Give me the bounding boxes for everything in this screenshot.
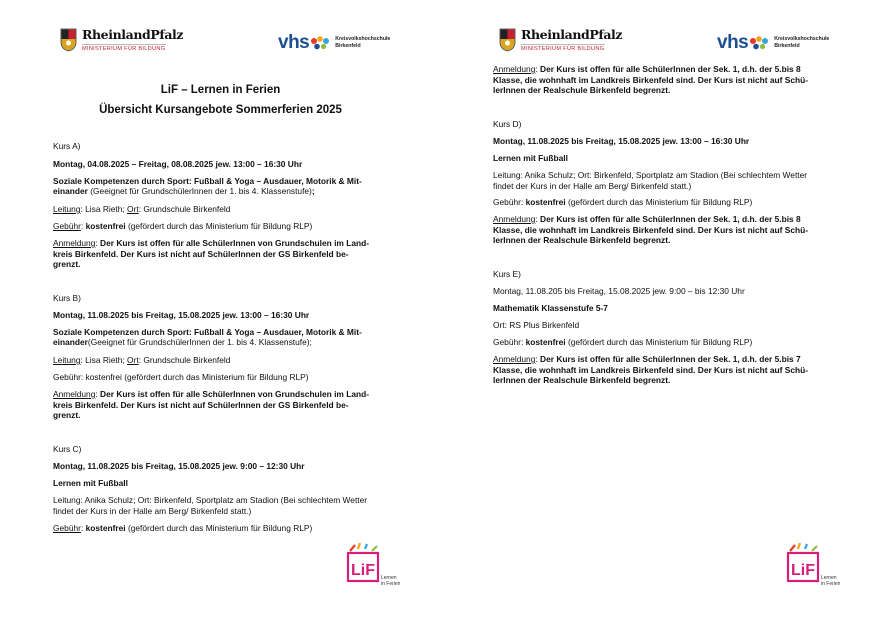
course-b-reg-line3: grenzt. <box>53 410 81 420</box>
course-c-leitung <box>53 495 367 516</box>
course-d-heading: Kurs D) <box>493 119 522 129</box>
vhs-wordmark: vhs <box>717 32 749 53</box>
course-c-leitung-line2: findet der Kurs in der Halle am Berg/ Birkenfeld statt.) <box>53 505 252 516</box>
course-c-registration <box>493 64 808 96</box>
colon: : <box>80 523 84 533</box>
rp-divider <box>82 44 166 45</box>
vhs-dots-icon <box>310 35 332 51</box>
anmeldung-label: Anmeldung <box>493 354 536 364</box>
course-a-leader: Lisa Rieth; <box>82 204 128 214</box>
course-b-title-note: (Geeignet für GrundschülerInnen der 1. bis 4. Klassenstufe); <box>87 337 312 347</box>
course-b-heading: Kurs B) <box>53 293 81 303</box>
fee-value: kostenfrei <box>85 523 126 533</box>
colon: : <box>80 221 84 231</box>
lif-wordmark: LiF <box>791 562 815 579</box>
colon: : <box>138 355 142 365</box>
course-d-reg-line2: Klasse, die wohnhaft im Landkreis Birkenfeld sind. Der Kurs ist nicht auf Schü- <box>493 224 809 235</box>
lif-caption-line1: Lernen <box>821 575 837 581</box>
course-b-title-line1: Soziale Kompetenzen durch Sport: Fußball & Yoga – Ausdauer, Motorik & Mit- <box>53 327 362 337</box>
course-d-registration <box>493 214 808 246</box>
course-b-location: Grundschule Birkenfeld <box>141 355 231 365</box>
lif-wordmark: LiF <box>351 562 375 579</box>
course-d-reg-line3: lerInnen der Realschule Birkenfeld begrenzt. <box>493 235 671 245</box>
fee-note: (gefördert durch das Ministerium für Bildung RLP) <box>565 197 753 207</box>
fee-value: kostenfrei <box>85 221 126 231</box>
lif-caption-line1: Lernen <box>381 575 397 581</box>
course-e-reg-line2: Klasse, die wohnhaft im Landkreis Birkenfeld sind. Der Kurs ist nicht auf Schü- <box>493 364 809 375</box>
rp-divider <box>521 44 605 45</box>
ort-label: Ort <box>127 204 139 214</box>
rp-wordmark: RheinlandPfalz <box>82 27 184 42</box>
rp-ministry: MINISTERIUM FÜR BILDUNG <box>521 46 605 52</box>
course-c-heading: Kurs C) <box>53 444 82 454</box>
course-b-date: Montag, 11.08.2025 bis Freitag, 15.08.2025 jew. 13:00 – 16:30 Uhr <box>53 310 310 320</box>
course-c-reg-line3: lerInnen der Realschule Birkenfeld begrenzt. <box>493 85 671 95</box>
course-a-fee <box>53 221 312 232</box>
course-c-date: Montag, 11.08.2025 bis Freitag, 15.08.2025 jew. 9:00 – 12:30 Uhr <box>53 461 305 471</box>
course-a-title-note: (Geeignet für GrundschülerInnen der 1. bis 4. Klassenstufe) <box>87 186 312 196</box>
gebuehr-label: Gebühr <box>493 337 521 347</box>
course-d-date: Montag, 11.08.2025 bis Freitag, 15.08.2025 jew. 13:00 – 16:30 Uhr <box>493 136 750 146</box>
course-a-reg-line1: Der Kurs ist offen für alle SchülerInnen von Grundschulen im Land- <box>97 238 369 248</box>
anmeldung-label: Anmeldung <box>493 64 536 74</box>
ort-label: Ort <box>127 355 139 365</box>
lif-caption <box>381 575 400 587</box>
colon: : <box>520 337 524 347</box>
colon: : <box>95 238 98 248</box>
leitung-label: Leitung <box>53 355 81 365</box>
course-e-title: Mathematik Klassenstufe 5-7 <box>493 303 608 313</box>
course-e-fee <box>493 337 752 348</box>
vhs-dots-icon <box>749 35 771 51</box>
anmeldung-label: Anmeldung <box>493 214 536 224</box>
lif-icon <box>346 543 406 605</box>
course-d-title: Lernen mit Fußball <box>493 153 568 163</box>
colon: : <box>138 204 142 214</box>
vhs-wordmark: vhs <box>278 32 310 53</box>
course-a-date: Montag, 04.08.2025 – Freitag, 08.08.2025 jew. 13:00 – 16:30 Uhr <box>53 159 303 169</box>
rheinland-pfalz-logo <box>60 28 183 52</box>
vhs-logo <box>278 33 390 52</box>
lif-icon <box>786 543 846 605</box>
lif-caption-line2: in Ferien <box>821 581 841 587</box>
gebuehr-label: Gebühr <box>53 523 81 533</box>
course-a-title-bold: einander <box>53 186 88 196</box>
colon: : <box>95 389 98 399</box>
course-a-title-end: ; <box>311 186 315 196</box>
course-e-reg-line1: Der Kurs ist offen für alle SchülerInnen der Sek. 1, d.h. der 5.bis 7 <box>537 354 801 364</box>
colon: : <box>520 197 524 207</box>
anmeldung-label: Anmeldung <box>53 238 96 248</box>
course-b-title-line2 <box>53 337 312 348</box>
course-d-leitung <box>493 170 807 191</box>
course-b-reg-line1: Der Kurs ist offen für alle SchülerInnen von Grundschulen im Land- <box>97 389 369 399</box>
page-right <box>441 0 882 623</box>
course-c-leitung-line1: Leitung: Anika Schulz; Ort: Birkenfeld, Sportplatz am Stadion (Bei schlechtem Wetter <box>53 495 368 505</box>
course-a-reg-line2: kreis Birkenfeld. Der Kurs ist nicht auf SchülerInnen der GS Birkenfeld be- <box>53 248 349 259</box>
course-a-registration <box>53 238 369 270</box>
lif-logo <box>786 543 846 605</box>
course-d-fee <box>493 197 752 208</box>
course-c-fee <box>53 523 312 534</box>
coat-of-arms-icon <box>499 28 516 52</box>
course-e-location: Ort: RS Plus Birkenfeld <box>493 320 580 330</box>
coat-of-arms-icon <box>60 28 77 52</box>
page-subtitle: Übersicht Kursangebote Sommerferien 2025 <box>99 104 342 116</box>
anmeldung-label: Anmeldung <box>53 389 96 399</box>
course-d-leitung-line1: Leitung: Anika Schulz; Ort: Birkenfeld, Sportplatz am Stadion (Bei schlechtem Wetter <box>493 170 808 180</box>
fee-note: (gefördert durch das Ministerium für Bildung RLP) <box>125 221 313 231</box>
gebuehr-label: Gebühr <box>53 221 81 231</box>
lif-caption-line2: in Ferien <box>381 581 401 587</box>
leitung-label: Leitung <box>53 204 81 214</box>
course-d-leitung-line2: findet der Kurs in der Halle am Berg/ Birkenfeld statt.) <box>493 180 692 191</box>
vhs-logo <box>717 33 829 52</box>
course-c-title: Lernen mit Fußball <box>53 478 128 488</box>
page-title: LiF – Lernen in Ferien <box>160 84 281 96</box>
rheinland-pfalz-logo <box>499 28 622 52</box>
rp-wordmark: RheinlandPfalz <box>521 27 623 42</box>
colon: : <box>80 355 83 365</box>
rp-ministry: MINISTERIUM FÜR BILDUNG <box>82 46 166 52</box>
fee-note: (gefördert durch das Ministerium für Bildung RLP) <box>565 337 753 347</box>
lif-logo <box>346 543 406 605</box>
fee-note: (gefördert durch das Ministerium für Bildung RLP) <box>125 523 313 533</box>
course-b-leader: Lisa Rieth; <box>82 355 128 365</box>
fee-value: kostenfrei <box>525 337 566 347</box>
course-b-leitung <box>53 355 230 366</box>
vhs-line1: Kreisvolkshochschule <box>335 35 391 42</box>
course-e-registration <box>493 354 808 386</box>
course-b-title-bold: einander <box>53 337 88 347</box>
colon: : <box>80 204 83 214</box>
colon: : <box>535 64 538 74</box>
course-d-reg-line1: Der Kurs ist offen für alle SchülerInnen der Sek. 1, d.h. der 5.bis 8 <box>537 214 801 224</box>
course-a-leitung <box>53 204 230 215</box>
course-b-registration <box>53 389 369 421</box>
course-a-title-line1: Soziale Kompetenzen durch Sport: Fußball & Yoga – Ausdauer, Motorik & Mit- <box>53 176 362 186</box>
gebuehr-label: Gebühr <box>493 197 521 207</box>
course-a-reg-line3: grenzt. <box>53 259 81 269</box>
lif-caption <box>821 575 840 587</box>
course-a-title-line2 <box>53 186 315 197</box>
course-a-location: Grundschule Birkenfeld <box>141 204 231 214</box>
course-b-fee: Gebühr: kostenfrei (gefördert durch das Ministerium für Bildung RLP) <box>53 372 309 382</box>
course-c-reg-line2: Klasse, die wohnhaft im Landkreis Birkenfeld sind. Der Kurs ist nicht auf Schü- <box>493 74 809 85</box>
colon: : <box>535 214 538 224</box>
course-e-date: Montag, 11.08.205 bis Freitag, 15.08.2025 jew. 9:00 – bis 12:30 Uhr <box>493 286 745 296</box>
course-e-heading: Kurs E) <box>493 269 521 279</box>
course-c-reg-line1: Der Kurs ist offen für alle SchülerInnen der Sek. 1, d.h. der 5.bis 8 <box>537 64 801 74</box>
course-a-heading: Kurs A) <box>53 141 81 151</box>
vhs-line1: Kreisvolkshochschule <box>774 35 830 42</box>
vhs-line2: Birkenfeld <box>335 42 361 49</box>
fee-value: kostenfrei <box>525 197 566 207</box>
colon: : <box>535 354 538 364</box>
course-b-reg-line2: kreis Birkenfeld. Der Kurs ist nicht auf SchülerInnen der GS Birkenfeld be- <box>53 399 349 410</box>
course-e-reg-line3: lerInnen der Realschule Birkenfeld begrenzt. <box>493 375 671 385</box>
vhs-line2: Birkenfeld <box>774 42 800 49</box>
